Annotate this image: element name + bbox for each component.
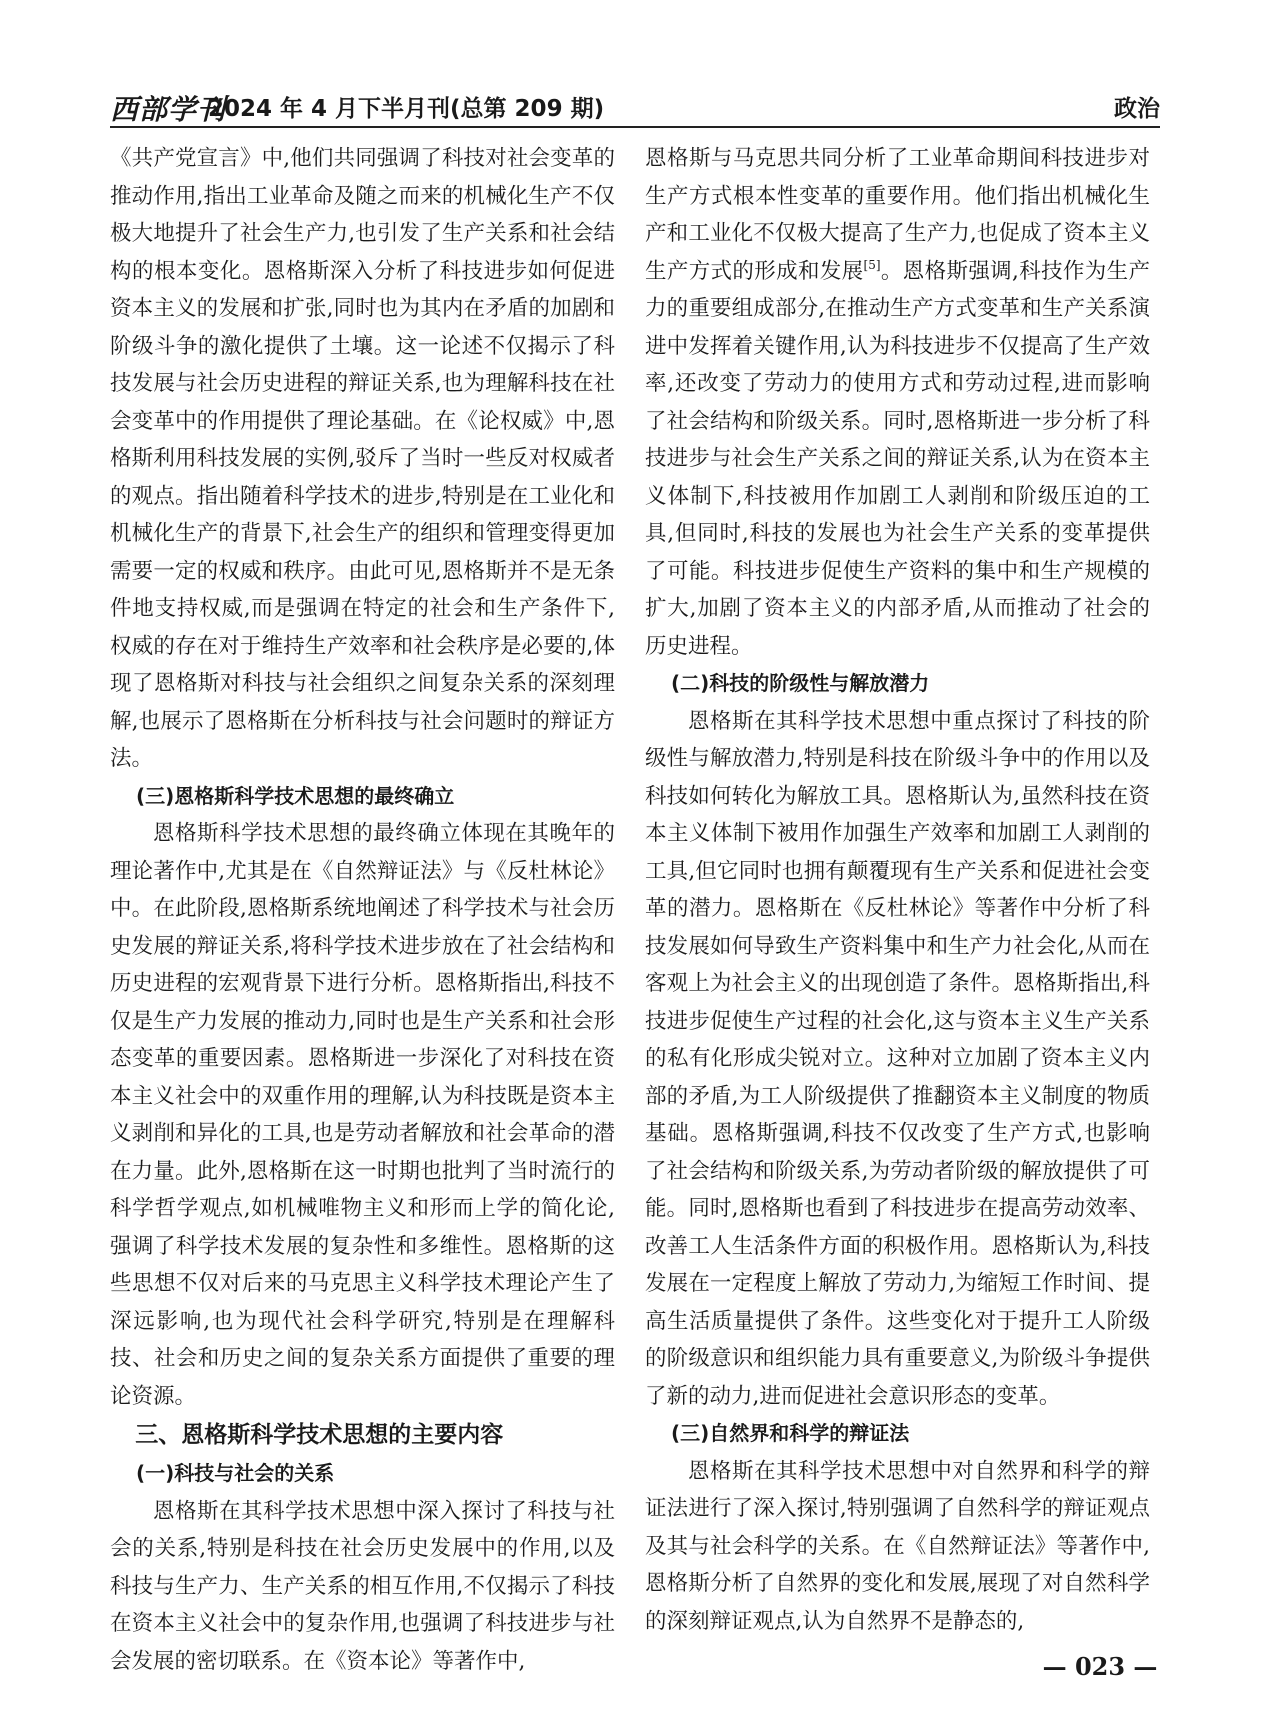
subsection-heading: (二)科技的阶级性与解放潜力: [671, 671, 930, 695]
paragraph: 恩格斯在其科学技术思想中对自然界和科学的辩证法进行了深入探讨,特别强调了自然科学的辩证观点及其与社会科学的关系。在《自然辩证法》等著作中,恩格斯分析了自然界的变化和发展,展现了对自然科学的深刻辩证观点,认为自然界不是静态的,: [645, 1458, 1150, 1634]
paragraph: 恩格斯在其科学技术思想中重点探讨了科技的阶级性与解放潜力,特别是科技在阶级斗争中的作用以及科技如何转化为解放工具。恩格斯认为,虽然科技在资本主义体制下被用作加强生产效率和加剧工人剥削的工具,但它同时也拥有颠覆现有生产关系和促进社会变革的潜力。恩格斯在《反杜林论》等著作中分析了科技发展如何导致生产资料集中和生产力社会化,从而在客观上为社会主义的出现创造了条件。恩格斯指出,科技进步促使生产过程的社会化,这与资本主义生产关系的私有化形成尖锐对立。这种对立加剧了资本主义内部的矛盾,为工人阶级提供了推翻资本主义制度的物质基础。恩格斯强调,科技不仅改变了生产方式,也影响了社会结构和阶级关系,为劳动者阶级的解放提供了可能。同时,恩格斯也看到了科技进步在提高劳动效率、改善工人生活条件方面的积极作用。恩格斯认为,科技发展在一定程度上解放了劳动力,为缩短工作时间、提高生活质量提供了条件。这些变化对于提升工人阶级的阶级意识和组织能力具有重要意义,为阶级斗争提供了新的动力,进而促进社会意识形态的变革。: [645, 708, 1150, 1409]
subsection-heading: (一)科技与社会的关系: [136, 1461, 335, 1485]
paragraph: 《共产党宣言》中,他们共同强调了科技对社会变革的推动作用,指出工业革命及随之而来的机械化生产不仅极大地提升了社会生产力,也引发了生产关系和社会结构的根本变化。恩格斯深入分析了科技进步如何促进资本主义的发展和扩张,同时也为其内在矛盾的加剧和阶级斗争的激化提供了土壤。这一论述不仅揭示了科技发展与社会历史进程的辩证关系,也为理解科技在社会变革中的作用提供了理论基础。在《论权威》中,恩格斯利用科技发展的实例,驳斥了当时一些反对权威者的观点。指出随着科学技术的进步,特别是在工业化和机械化生产的背景下,社会生产的组织和管理变得更加需要一定的权威和秩序。由此可见,恩格斯并不是无条件地支持权威,而是强调在特定的社会和生产条件下,权威的存在对于维持生产效率和社会秩序是必要的,体现了恩格斯对科技与社会组织之间复杂关系的深刻理解,也展示了恩格斯在分析科技与社会问题时的辩证方法。: [110, 146, 615, 771]
section-label: 政治: [1114, 96, 1160, 122]
paragraph: 恩格斯在其科学技术思想中深入探讨了科技与社会的关系,特别是科技在社会历史发展中的作用,以及科技与生产力、生产关系的相互作用,不仅揭示了科技在资本主义社会中的复杂作用,也强调了科技进步与社会发展的密切联系。在《资本论》等著作中,: [110, 1498, 615, 1674]
right-column: [645, 140, 1150, 1640]
citation-ref: [5]: [863, 257, 881, 272]
running-header: [110, 82, 1160, 128]
left-column: [110, 140, 615, 1680]
paragraph-text: 恩格斯与马克思共同分析了工业革命期间科技进步对生产方式根本性变革的重要作用。他们指出机械化生产和工业化不仅极大提高了生产力,也促成了资本主义生产方式的形成和发展: [645, 146, 1150, 284]
paragraph: 恩格斯科学技术思想的最终确立体现在其晚年的理论著作中,尤其是在《自然辩证法》与《反杜林论》中。在此阶段,恩格斯系统地阐述了科学技术与社会历史发展的辩证关系,将科学技术进步放在了社会结构和历史进程的宏观背景下进行分析。恩格斯指出,科技不仅是生产力发展的推动力,同时也是生产关系和社会形态变革的重要因素。恩格斯进一步深化了对科技在资本主义社会中的双重作用的理解,认为科技既是资本主义剥削和异化的工具,也是劳动者解放和社会革命的潜在力量。此外,恩格斯在这一时期也批判了当时流行的科学哲学观点,如机械唯物主义和形而上学的简化论,强调了科学技术发展的复杂性和多维性。恩格斯的这些思想不仅对后来的马克思主义科学技术理论产生了深远影响,也为现代社会科学研究,特别是在理解科技、社会和历史之间的复杂关系方面提供了重要的理论资源。: [110, 821, 615, 1409]
paragraph-text: 。恩格斯强调,科技作为生产力的重要组成部分,在推动生产方式变革和生产关系演进中发挥着关键作用,认为科技进步不仅提高了生产效率,还改变了劳动力的使用方式和劳动过程,进而影响了社会结构和阶级关系。同时,恩格斯进一步分析了科技进步与社会生产关系之间的辩证关系,认为在资本主义体制下,科技被用作加剧工人剥削和阶级压迫的工具,但同时,科技的发展也为社会生产关系的变革提供了可能。科技进步促使生产资料的集中和生产规模的扩大,加剧了资本主义的内部矛盾,从而推动了社会的历史进程。: [645, 258, 1150, 659]
subsection-heading: (三)恩格斯科学技术思想的最终确立: [136, 783, 455, 808]
page-number: — 023 —: [1042, 1652, 1158, 1681]
subsection-heading: (三)自然界和科学的辩证法: [671, 1421, 910, 1445]
section-heading: 三、恩格斯科学技术思想的主要内容: [135, 1422, 504, 1448]
journal-logo: 西部学刊: [110, 93, 227, 126]
issue-info: 2024 年 4 月下半月刊(总第 209 期): [208, 96, 605, 122]
paragraph: [645, 140, 1150, 665]
